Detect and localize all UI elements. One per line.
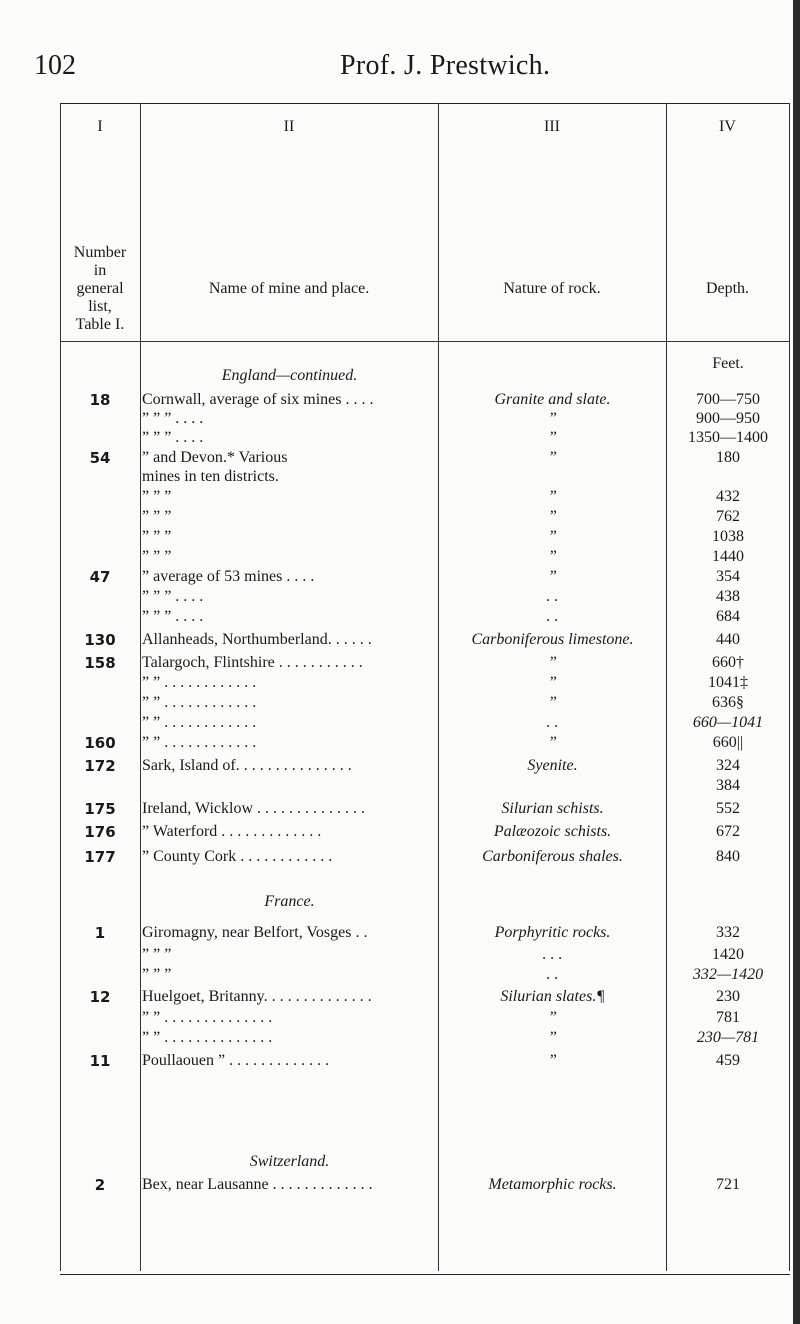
row-name: ” average of 53 mines . . . . [142,568,315,585]
row-rock: ” [548,1009,557,1026]
row-rock: ” [548,654,557,671]
row-name: ” ” ” . . . . [142,588,204,605]
row-depth: 432 [716,488,740,505]
row-name: ” ” ” [142,946,172,963]
header-rule [60,341,790,342]
row-rock: Silurian schists. [501,800,604,817]
row-rock: Porphyritic rocks. [494,924,611,941]
feet-label: Feet. [712,355,744,372]
row-name: ” ” ” [142,508,172,525]
row-depth: 762 [716,508,740,525]
row-depth: 552 [716,800,740,817]
row-rock: ” [548,429,557,446]
row-depth: 660† [712,654,744,671]
row-name: ” ” ” [142,528,172,545]
row-name: Giromagny, near Belfort, Vosges . . [142,924,368,941]
row-depth: 684 [716,608,740,625]
row-num: 47 [89,568,111,586]
row-rock: Palæozoic schists. [493,823,612,840]
row-num: 12 [89,988,111,1006]
row-rock: ” [548,1029,557,1046]
row-depth: 180 [716,449,740,466]
row-name: ” ” . . . . . . . . . . . . . . [142,1029,273,1046]
col-heading-name: Name of mine and place. [208,280,370,297]
row-rock: Carboniferous limestone. [471,631,634,648]
row-name: Sark, Island of. . . . . . . . . . . . . . . [142,757,352,774]
row-name: ” ” ” [142,488,172,505]
row-depth: 900—950 [696,410,760,427]
row-depth: 700—750 [696,391,760,408]
row-name: ” ” . . . . . . . . . . . . [142,734,257,751]
heading-line: Table I. [75,316,125,333]
row-num: 2 [94,1176,106,1194]
heading-line: Number [73,244,127,261]
row-name: ” ” . . . . . . . . . . . . [142,714,257,731]
row-rock: Carboniferous shales. [482,848,623,865]
page-number: 102 [34,50,76,81]
col-heading-rock: Nature of rock. [503,280,601,297]
row-name: ” ” ” . . . . [142,410,204,427]
row-rock: . . . [542,946,563,963]
row-rock: Metamorphic rocks. [488,1176,617,1193]
row-name: ” ” ” . . . . [142,608,204,625]
heading-line: in [93,262,107,279]
row-rock: ” [548,674,557,691]
row-rock: ” [548,568,557,585]
row-depth: 636§ [712,694,744,711]
row-num: 176 [84,823,116,841]
row-rock: Silurian slates.¶ [500,988,605,1005]
row-name: ” and Devon.* Various [142,449,288,466]
row-name: ” ” ” [142,548,172,565]
section-england: England—continued. [221,367,358,384]
row-name: Allanheads, Northumberland. . . . . . [142,631,372,648]
page-header [0,50,800,90]
row-rock: ” [548,508,557,525]
row-name: ” ” . . . . . . . . . . . . [142,694,257,711]
row-depth: 1038 [712,528,744,545]
col-heading-number [60,244,140,334]
row-depth: 384 [716,777,740,794]
row-num: 11 [89,1052,111,1070]
col-heading-depth: Depth. [705,280,750,297]
row-rock: ” [548,528,557,545]
col-rule [438,103,439,1271]
col-numeral: I [97,118,103,135]
row-name: Bex, near Lausanne . . . . . . . . . . . . . [142,1176,373,1193]
row-rock: . . [546,588,559,605]
row-depth: 1420 [712,946,744,963]
row-name: Poullaouen ” . . . . . . . . . . . . . [142,1052,330,1069]
col-numeral: III [544,118,560,135]
row-name: ” ” . . . . . . . . . . . . [142,674,257,691]
row-name: ” Waterford . . . . . . . . . . . . . [142,823,322,840]
page-edge [793,0,800,1324]
row-depth: 672 [716,823,740,840]
row-rock: . . [546,608,559,625]
row-num: 160 [84,734,116,752]
row-depth: 840 [716,848,740,865]
row-name: Ireland, Wicklow . . . . . . . . . . . . . . [142,800,366,817]
row-depth: 324 [716,757,740,774]
row-depth: 230 [716,988,740,1005]
row-name: Cornwall, average of six mines . . . . [142,391,374,408]
row-depth: 781 [716,1009,740,1026]
row-name: Huelgoet, Britanny. . . . . . . . . . . . . . [142,988,372,1005]
row-rock: . . [546,714,559,731]
row-depth: 440 [716,631,740,648]
row-num: 175 [84,800,116,818]
col-rule [140,103,141,1271]
row-depth: 459 [716,1052,740,1069]
row-depth: 660|| [712,734,744,751]
row-num: 1 [94,924,106,942]
row-rock: ” [548,694,557,711]
row-depth: 660—1041 [692,714,764,731]
row-depth: 1041‡ [708,674,748,691]
running-head: Prof. J. Prestwich. [340,50,551,81]
row-rock: ” [548,548,557,565]
row-depth: 1350—1400 [688,429,768,446]
col-numeral: II [283,118,295,135]
row-name: ” ” ” [142,966,172,983]
row-name: mines in ten districts. [142,468,279,485]
section-france: France. [264,893,315,910]
row-name: ” ” ” . . . . [142,429,204,446]
row-rock: Syenite. [527,757,578,774]
col-rule [789,103,790,1271]
row-rock: Granite and slate. [494,391,611,408]
row-num: 18 [89,391,111,409]
row-num: 158 [84,654,116,672]
row-rock: ” [548,734,557,751]
row-rock: ” [548,410,557,427]
row-depth: 721 [716,1176,740,1193]
row-depth: 230—781 [696,1029,760,1046]
row-rock: ” [548,488,557,505]
row-num: 130 [84,631,116,649]
row-rock: ” [548,449,557,466]
row-depth: 332—1420 [692,966,764,983]
section-switzerland: Switzerland. [249,1153,330,1170]
row-name: Talargoch, Flintshire . . . . . . . . . . . [142,654,363,671]
row-depth: 438 [716,588,740,605]
heading-line: list, [88,298,112,315]
row-rock: . . [546,966,559,983]
row-depth: 354 [716,568,740,585]
row-rock: ” [548,1052,557,1069]
heading-line: general [76,280,124,297]
col-rule [666,103,667,1271]
col-numeral: IV [719,118,736,135]
row-num: 172 [84,757,116,775]
row-depth: 1440 [712,548,744,565]
row-num: 54 [89,449,111,467]
row-name: ” ” . . . . . . . . . . . . . . [142,1009,273,1026]
row-name: ” County Cork . . . . . . . . . . . . [142,848,333,865]
row-num: 177 [84,848,116,866]
row-depth: 332 [716,924,740,941]
